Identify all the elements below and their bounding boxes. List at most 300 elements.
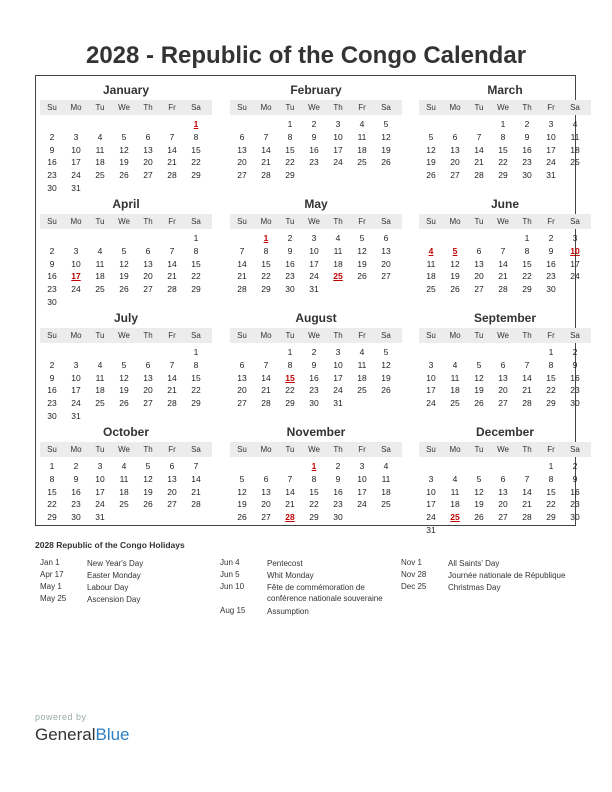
month-january [40,82,212,194]
weekday-label: We [308,217,320,226]
weekday-label: Fr [547,331,555,340]
calendar-day: 27 [474,284,484,295]
calendar-day: 2 [572,461,578,471]
calendar-day: 29 [191,170,201,181]
calendar-day: 3 [73,245,79,256]
weekday-label: Th [333,103,343,112]
weekday-label: Th [522,217,532,226]
holiday-name: Journée nationale de République [448,571,566,580]
calendar-day: 19 [474,499,484,510]
calendar-day: 8 [311,473,317,484]
calendar-day: 20 [498,385,508,396]
calendar-day: 24 [426,512,436,523]
calendar-day: 23 [333,499,343,510]
calendar-day: 29 [546,512,556,523]
calendar-day: 17 [71,157,81,168]
weekday-label: Th [333,445,343,454]
weekday-label: Th [333,331,343,340]
calendar-day: 22 [285,157,295,168]
month-name: October [102,425,149,439]
month-name: November [286,425,346,439]
calendar-day: 28 [237,284,247,295]
weekday-label: We [118,217,130,226]
calendar-day: 4 [359,119,365,129]
calendar-day: 17 [426,499,436,510]
calendar-day: 13 [237,144,247,155]
holiday-name: Ascension Day [87,595,141,604]
calendar-day: 8 [49,473,55,484]
calendar-day: 10 [309,245,319,256]
holiday-date-label: Nov 1 [401,558,422,567]
weekday-label: Mo [260,331,272,340]
holiday-date: 25 [450,512,460,523]
calendar-day: 30 [333,512,343,523]
calendar-day: 14 [167,372,177,383]
calendar-day: 13 [237,372,247,383]
calendar-day: 22 [285,385,295,396]
calendar-day: 6 [169,461,175,471]
calendar-day: 11 [95,372,105,383]
holiday-date-label: May 25 [40,594,67,603]
calendar-day: 5 [428,131,434,142]
month-name: April [112,197,140,211]
weekday-header-row [230,442,402,457]
weekday-label: Su [47,217,57,226]
calendar-day: 22 [191,157,201,168]
calendar-day: 2 [49,359,55,370]
calendar-day: 12 [357,245,367,256]
calendar-day: 20 [143,385,153,396]
weekday-label: We [308,445,320,454]
calendar-day: 12 [474,372,484,383]
calendar-day: 19 [426,157,436,168]
calendar-day: 15 [546,372,556,383]
calendar-day: 17 [333,144,343,155]
weekday-label: Su [426,217,436,226]
calendar-day: 16 [285,258,295,269]
weekday-label: We [308,331,320,340]
calendar-day: 1 [500,119,506,129]
weekday-label: Su [47,103,57,112]
calendar-day: 15 [522,258,532,269]
calendar-day: 14 [474,144,484,155]
holiday-date-label: Dec 25 [401,582,427,591]
calendar-day: 21 [167,271,177,282]
month-name: August [295,311,337,325]
weekday-label: Sa [381,217,391,226]
month-august [230,310,402,422]
calendar-day: 11 [333,245,343,256]
calendar-day: 7 [500,245,506,256]
weekday-label: Mo [70,331,82,340]
holiday-name: Pentecost [267,559,303,568]
weekday-label: We [308,103,320,112]
calendar-day: 2 [311,347,317,357]
calendar-day: 17 [546,144,556,155]
month-september [419,310,591,422]
calendar-day: 4 [97,245,103,256]
weekday-label: Mo [70,103,82,112]
calendar-day: 6 [263,473,269,484]
calendar-day: 2 [572,347,578,357]
calendar-day: 8 [548,359,554,370]
calendar-day: 9 [49,372,55,383]
weekday-label: Sa [381,445,391,454]
calendar-day: 7 [193,461,199,471]
calendar-day: 24 [333,157,343,168]
calendar-day: 10 [357,473,367,484]
calendar-day: 2 [524,119,530,129]
calendar-day: 28 [167,284,177,295]
calendar-day: 3 [428,473,434,484]
calendar-day: 10 [71,372,81,383]
holiday-date-label: Aug 15 [220,606,246,615]
calendar-day: 4 [452,359,458,370]
calendar-day: 30 [47,411,57,421]
weekday-label: Sa [570,217,580,226]
calendar-day: 25 [426,284,436,295]
weekday-label: Th [143,103,153,112]
calendar-day: 20 [237,157,247,168]
weekday-header-row [419,214,591,229]
calendar-day: 26 [119,170,129,181]
month-name: March [487,83,523,97]
calendar-day: 5 [359,233,365,243]
calendar-day: 29 [498,170,508,181]
month-name: July [113,311,138,325]
month-may [230,196,402,308]
weekday-label: Sa [381,331,391,340]
calendar-day: 2 [49,131,55,142]
weekday-header-row [230,100,402,115]
weekday-label: Sa [570,445,580,454]
calendar-day: 29 [285,398,295,409]
calendar-day: 7 [524,359,530,370]
calendar-day: 26 [381,157,391,168]
calendar-day: 26 [119,284,129,295]
calendar-day: 16 [546,258,556,269]
weekday-label: Fr [547,217,555,226]
calendar-day: 18 [95,385,105,396]
weekday-label: Tu [285,217,295,226]
calendar-day: 8 [193,359,199,370]
calendar-day: 24 [570,271,580,282]
weekday-label: Tu [95,331,105,340]
calendar-day: 1 [287,119,293,129]
calendar-day: 28 [167,170,177,181]
calendar-day: 25 [119,499,129,510]
holiday-date: 17 [71,271,81,282]
holiday-name: Christmas Day [448,583,501,592]
calendar-day: 13 [498,486,508,497]
calendar-day: 4 [452,473,458,484]
calendar-day: 24 [309,271,319,282]
weekday-label: Sa [191,103,201,112]
calendar-day: 25 [570,157,580,168]
calendar-day: 14 [498,258,508,269]
calendar-day: 12 [119,144,129,155]
calendar-day: 25 [95,170,105,181]
calendar-day: 27 [143,398,153,409]
calendar-day: 17 [95,486,105,497]
calendar-day: 26 [426,170,436,181]
calendar-day: 19 [143,486,153,497]
calendar-day: 21 [498,271,508,282]
calendar-day: 16 [522,144,532,155]
calendar-day: 21 [261,157,271,168]
weekday-label: Fr [547,103,555,112]
calendar-day: 6 [476,245,482,256]
calendar-day: 21 [474,157,484,168]
holiday-date: 15 [285,372,295,383]
calendar-day: 15 [498,144,508,155]
calendar-day: 18 [95,271,105,282]
holiday-date-label: Nov 28 [401,570,427,579]
calendar-day: 12 [381,131,391,142]
calendar-day: 19 [474,385,484,396]
calendar-day: 9 [49,144,55,155]
calendar-day: 15 [546,486,556,497]
weekday-label: Fr [547,445,555,454]
calendar-day: 3 [311,233,317,243]
calendar-day: 9 [287,245,293,256]
calendar-day: 27 [381,271,391,282]
weekday-label: Su [47,445,57,454]
calendar-day: 9 [73,473,79,484]
calendar-day: 18 [95,157,105,168]
weekday-label: Tu [285,445,295,454]
calendar-day: 28 [167,398,177,409]
calendar-day: 23 [47,284,57,295]
logo-general: General [35,725,96,744]
holiday-name: Easter Monday [87,571,141,580]
calendar-day: 7 [169,245,175,256]
calendar-day: 20 [143,271,153,282]
calendar-day: 1 [287,347,293,357]
calendar-day: 23 [47,170,57,181]
holiday-date-label: Jan 1 [40,558,60,567]
weekday-label: Sa [191,331,201,340]
weekday-label: Su [426,103,436,112]
calendar-day: 25 [95,284,105,295]
weekday-label: Su [237,217,247,226]
calendar-day: 11 [95,258,105,269]
calendar-day: 30 [285,284,295,295]
calendar-day: 9 [311,131,317,142]
calendar-day: 4 [121,461,127,471]
calendar-day: 16 [309,372,319,383]
calendar-day: 4 [359,347,365,357]
weekday-label: Su [47,331,57,340]
calendar-day: 23 [309,385,319,396]
weekday-header-row [419,328,591,343]
holiday-date: 1 [193,119,199,129]
calendar-day: 22 [498,157,508,168]
calendar-day: 6 [500,473,506,484]
calendar-day: 23 [309,157,319,168]
calendar-day: 21 [261,385,271,396]
calendar-day: 29 [285,170,295,181]
calendar-day: 22 [309,499,319,510]
calendar-day: 23 [570,499,580,510]
calendar-day: 24 [333,385,343,396]
calendar-day: 19 [381,372,391,383]
weekday-label: Mo [449,103,461,112]
calendar-day: 11 [570,131,580,142]
month-february [230,82,402,194]
calendar-day: 6 [500,359,506,370]
calendar-day: 24 [546,157,556,168]
calendar-day: 21 [191,486,201,497]
calendar-day: 9 [49,258,55,269]
weekday-label: Tu [95,103,105,112]
weekday-label: Tu [95,217,105,226]
holiday-name: Labour Day [87,583,129,592]
calendar-day: 28 [522,512,532,523]
calendar-day: 21 [167,385,177,396]
weekday-label: Mo [449,217,461,226]
calendar-day: 11 [450,372,460,383]
calendar-day: 4 [383,461,389,471]
month-november [230,424,402,536]
calendar-day: 18 [426,271,436,282]
calendar-day: 27 [498,398,508,409]
calendar-day: 15 [309,486,319,497]
calendar-day: 10 [546,131,556,142]
calendar-day: 15 [191,258,201,269]
calendar-day: 7 [263,359,269,370]
calendar-day: 12 [474,486,484,497]
calendar-day: 13 [381,245,391,256]
weekday-label: Su [426,445,436,454]
weekday-label: Th [522,103,532,112]
calendar-day: 2 [311,119,317,129]
calendar-day: 15 [285,144,295,155]
calendar-day: 27 [450,170,460,181]
weekday-label: Sa [570,103,580,112]
weekday-label: Fr [168,331,176,340]
calendar-day: 24 [71,170,81,181]
holiday-date: 25 [333,271,343,282]
month-april [40,196,212,308]
calendar-day: 30 [309,398,319,409]
calendar-day: 4 [97,131,103,142]
weekday-label: Th [522,331,532,340]
calendar-day: 13 [143,372,153,383]
calendar-day: 1 [548,461,554,471]
calendar-day: 7 [263,131,269,142]
calendar-day: 21 [522,385,532,396]
holiday-name: Assumption [267,607,309,616]
weekday-label: Fr [358,103,366,112]
holidays-heading: 2028 Republic of the Congo Holidays [35,540,185,550]
calendar-day: 25 [450,398,460,409]
calendar-day: 21 [167,157,177,168]
calendar-day: 15 [191,372,201,383]
calendar-day: 9 [311,359,317,370]
calendar-day: 8 [548,473,554,484]
calendar-day: 17 [71,385,81,396]
month-name: December [475,425,535,439]
calendar-day: 1 [524,233,530,243]
holiday-date: 28 [285,512,295,523]
calendar-day: 25 [357,385,367,396]
calendar-day: 28 [191,499,201,510]
weekday-label: Mo [70,445,82,454]
weekday-label: Mo [449,331,461,340]
calendar-day: 13 [498,372,508,383]
calendar-day: 19 [381,144,391,155]
calendar-day: 14 [191,473,201,484]
calendar-day: 3 [73,131,79,142]
month-june [419,196,591,308]
calendar-day: 27 [143,170,153,181]
calendar-day: 18 [333,258,343,269]
weekday-header-row [230,214,402,229]
calendar-day: 4 [572,119,578,129]
calendar-day: 26 [143,499,153,510]
calendar-day: 30 [546,284,556,295]
holiday-date: 4 [428,245,434,256]
month-name: September [473,311,537,325]
calendar-day: 9 [335,473,341,484]
calendar-day: 27 [237,170,247,181]
calendar-day: 30 [47,297,57,307]
calendar-day: 5 [383,119,389,129]
calendar-day: 7 [169,359,175,370]
month-october [40,424,212,536]
calendar-day: 23 [71,499,81,510]
calendar-day: 15 [191,144,201,155]
calendar-day: 28 [474,170,484,181]
calendar-day: 10 [333,359,343,370]
weekday-label: Tu [474,217,484,226]
weekday-label: Tu [474,331,484,340]
weekday-label: We [497,331,509,340]
weekday-label: Su [237,103,247,112]
weekday-label: Th [143,217,153,226]
calendar-day: 30 [570,512,580,523]
holiday-date: 1 [311,461,317,471]
calendar-day: 17 [357,486,367,497]
calendar-day: 20 [474,271,484,282]
calendar-day: 8 [193,131,199,142]
calendar-day: 31 [309,284,319,295]
calendar-day: 20 [167,486,177,497]
calendar-day: 16 [570,486,580,497]
calendar-day: 1 [548,347,554,357]
weekday-header-row [40,214,212,229]
calendar-day: 7 [239,245,245,256]
calendar-day: 11 [357,131,367,142]
weekday-label: Tu [285,331,295,340]
calendar-day: 15 [47,486,57,497]
calendar-day: 14 [522,486,532,497]
calendar-day: 17 [309,258,319,269]
calendar-day: 22 [191,385,201,396]
calendar-day: 26 [381,385,391,396]
calendar-day: 14 [261,372,271,383]
calendar-day: 18 [570,144,580,155]
calendar-day: 19 [450,271,460,282]
holiday-name: Whit Monday [267,571,314,580]
calendar-day: 8 [287,131,293,142]
holiday-date-label: May 1 [40,582,62,591]
weekday-label: Su [237,331,247,340]
calendar-day: 5 [383,347,389,357]
holiday-name: New Year's Day [87,559,144,568]
calendar-day: 29 [261,284,271,295]
